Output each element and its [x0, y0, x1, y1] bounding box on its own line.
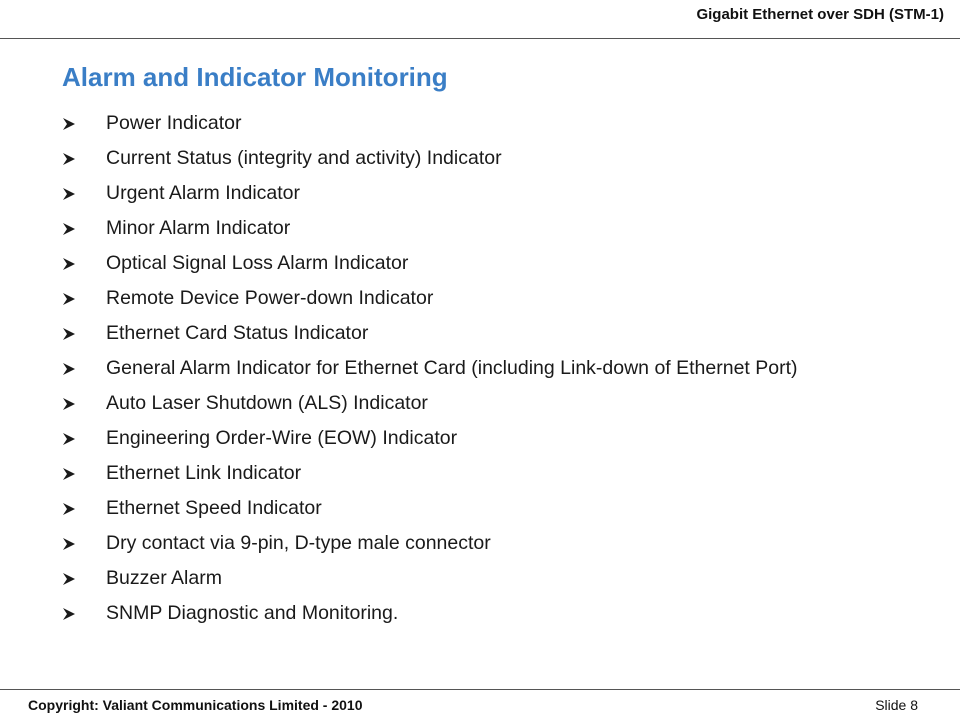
arrow-bullet-icon: [62, 467, 76, 481]
bullet-item: [62, 213, 922, 244]
header-divider: [0, 38, 960, 39]
arrow-bullet-icon: [62, 152, 76, 166]
bullet-item: [62, 318, 922, 349]
arrow-bullet-icon: [62, 607, 76, 621]
bullet-text: Ethernet Card Status Indicator: [106, 322, 369, 344]
bullet-text: Dry contact via 9-pin, D-type male connector: [106, 532, 491, 554]
bullet-text: General Alarm Indicator for Ethernet Card (including Link-down of Ethernet Port): [106, 357, 798, 379]
bullet-text: Engineering Order-Wire (EOW) Indicator: [106, 427, 458, 449]
arrow-bullet-icon: [62, 117, 76, 131]
bullet-item: [62, 178, 922, 209]
bullet-item: [62, 493, 922, 524]
arrow-bullet-icon: [62, 397, 76, 411]
arrow-bullet-icon: [62, 502, 76, 516]
arrow-bullet-icon: [62, 292, 76, 306]
arrow-bullet-icon: [62, 537, 76, 551]
footer-divider: [0, 689, 960, 690]
bullet-list: [62, 108, 922, 633]
bullet-text: Ethernet Speed Indicator: [106, 497, 322, 519]
arrow-bullet-icon: [62, 432, 76, 446]
bullet-item: [62, 143, 922, 174]
bullet-item: [62, 283, 922, 314]
bullet-item: [62, 108, 922, 139]
bullet-text: Urgent Alarm Indicator: [106, 182, 301, 204]
slide-number: Slide 8: [875, 697, 918, 713]
bullet-text: Remote Device Power-down Indicator: [106, 287, 434, 309]
bullet-text: SNMP Diagnostic and Monitoring.: [106, 602, 399, 624]
bullet-text: Auto Laser Shutdown (ALS) Indicator: [106, 392, 428, 414]
bullet-item: [62, 353, 922, 384]
bullet-item: [62, 423, 922, 454]
bullet-item: [62, 248, 922, 279]
bullet-item: [62, 388, 922, 419]
bullet-text: Buzzer Alarm: [106, 567, 222, 589]
bullet-item: [62, 458, 922, 489]
slide-title: Alarm and Indicator Monitoring: [62, 62, 448, 92]
bullet-item: [62, 598, 922, 629]
arrow-bullet-icon: [62, 257, 76, 271]
bullet-text: Ethernet Link Indicator: [106, 462, 302, 484]
bullet-item: [62, 563, 922, 594]
bullet-text: Power Indicator: [106, 112, 242, 134]
bullet-item: [62, 528, 922, 559]
arrow-bullet-icon: [62, 187, 76, 201]
footer-copyright: Copyright: Valiant Communications Limited - 2010: [28, 697, 363, 713]
arrow-bullet-icon: [62, 362, 76, 376]
arrow-bullet-icon: [62, 222, 76, 236]
header-title: Gigabit Ethernet over SDH (STM-1): [696, 6, 944, 23]
bullet-text: Minor Alarm Indicator: [106, 217, 291, 239]
arrow-bullet-icon: [62, 572, 76, 586]
bullet-text: Optical Signal Loss Alarm Indicator: [106, 252, 409, 274]
arrow-bullet-icon: [62, 327, 76, 341]
bullet-text: Current Status (integrity and activity) Indicator: [106, 147, 502, 169]
